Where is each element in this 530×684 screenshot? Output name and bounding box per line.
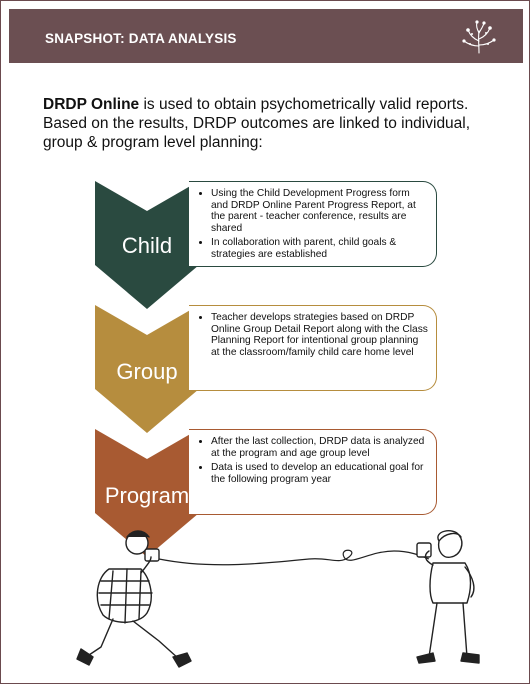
- child-card: [189, 181, 437, 267]
- program-bullet-2: • Data is used to develop an educational goal for the following program year: [211, 462, 428, 485]
- program-label: Program: [104, 483, 190, 508]
- group-bullet-1: • Teacher develops strategies based on DRDP Online Group Detail Report along with the Class Planning Report for intentional group planning at the classroom/family child care home level: [211, 312, 428, 358]
- group-card: [189, 305, 437, 391]
- string-icon: [159, 550, 429, 565]
- header-bar: [9, 9, 523, 63]
- can-phone-illustration: [9, 529, 523, 677]
- group-label: Group: [116, 359, 178, 384]
- child-label: Child: [121, 233, 173, 258]
- person-with-can-phone-right-icon: [417, 531, 479, 663]
- intro-paragraph: [43, 95, 503, 152]
- person-with-can-phone-left-icon: [77, 531, 191, 667]
- page-title: SNAPSHOT: DATA ANALYSIS: [45, 31, 237, 46]
- flower-logo-icon: [459, 19, 499, 55]
- document-frame: [9, 9, 523, 677]
- program-bullet-1: • After the last collection, DRDP data is analyzed at the program and age group level: [211, 436, 428, 459]
- program-card: [189, 429, 437, 515]
- child-bullet-1: • Using the Child Development Progress form and DRDP Online Parent Progress Report, at the parent - teacher conference, results are shared: [211, 188, 428, 234]
- intro-text: is used to obtain psychometrically valid reports. Based on the results, DRDP outcomes are linked to individual, group & program level planning:: [43, 96, 471, 151]
- intro-bold: DRDP Online: [43, 96, 140, 113]
- child-bullet-2: • In collaboration with parent, child goals & strategies are established: [211, 237, 428, 260]
